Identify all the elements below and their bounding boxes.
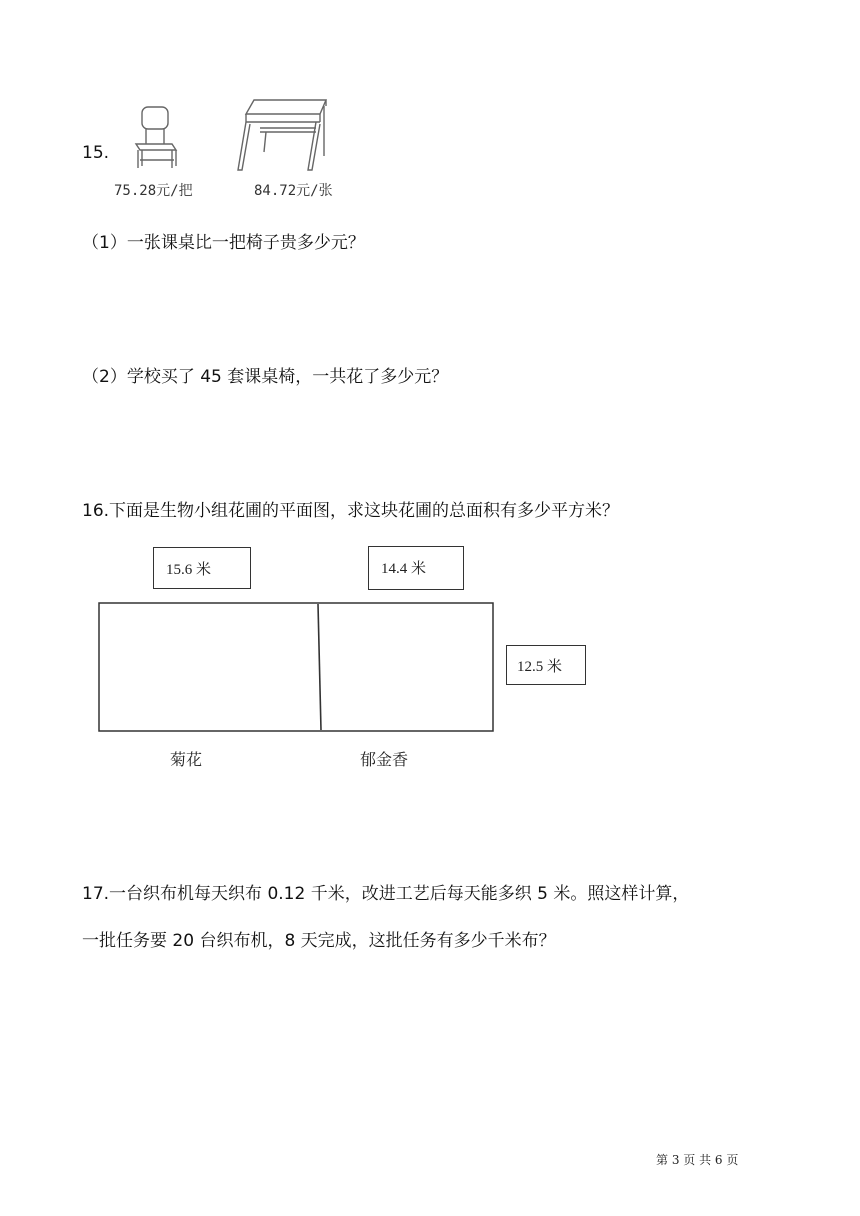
garden-plan: [98, 602, 494, 732]
question-15-sub1: （1）一张课桌比一把椅子贵多少元？: [82, 233, 365, 253]
width-left-label: 15.6 米: [166, 562, 212, 578]
question-17-line1: 17.一台织布机每天织布 0.12 千米，改进工艺后每天能多织 5 米。照这样计算，: [82, 884, 690, 904]
height-label: 12.5 米: [517, 659, 563, 675]
width-right-label-box: [368, 546, 464, 590]
garden-divider: [318, 604, 321, 730]
desk-price: 84.72元/张: [254, 183, 333, 199]
tulip-label: 郁金香: [360, 750, 409, 769]
garden-outline: [99, 603, 493, 731]
width-left-label-box: [153, 547, 251, 589]
chair-icon: [128, 104, 184, 172]
question-15-number: 15.: [82, 143, 110, 163]
height-label-box: [506, 645, 586, 685]
chrysanthemum-label: 菊花: [170, 750, 203, 769]
question-15-sub2: （2）学校买了 45 套课桌椅，一共花了多少元？: [82, 367, 449, 387]
question-16-text: 16.下面是生物小组花圃的平面图，求这块花圃的总面积有多少平方米？: [82, 501, 620, 521]
page-number: 第 3 页 共 6 页: [656, 1153, 739, 1167]
chair-price: 75.28元/把: [114, 183, 193, 199]
question-17-line2: 一批任务要 20 台织布机，8 天完成，这批任务有多少千米布？: [82, 931, 556, 951]
desk-icon: [236, 96, 332, 174]
width-right-label: 14.4 米: [381, 561, 427, 577]
